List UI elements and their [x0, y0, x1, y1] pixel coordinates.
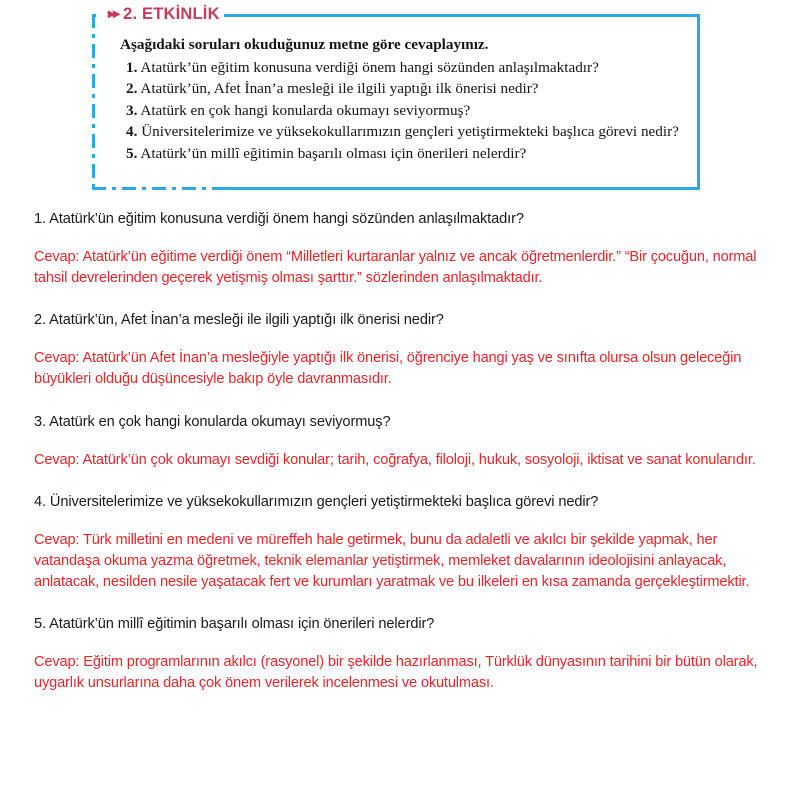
- qa-answer: Cevap: Eğitim programlarının akılcı (rasyonel) bir şekilde hazırlanması, Türklük dünyasının tarihini bir bütün olarak, uygarlık unsurlarına daha çok önem verilerek incelenmesi ve okutulması.: [34, 654, 758, 692]
- activity-title: [108, 6, 220, 23]
- qa-question: 5. Atatürk’ün millî eğitimin başarılı olması için önerileri nelerdir?: [34, 616, 435, 633]
- qa-item: [34, 615, 762, 694]
- activity-question-1-text: Atatürk’ün eğitim konusuna verdiği önem hangi sözünden anlaşılmaktadır?: [140, 58, 599, 76]
- activity-question-2-text: Atatürk’ün, Afet İnan’a mesleği ile ilgili yaptığı ilk önerisi nedir?: [140, 80, 539, 98]
- qa-answer: Cevap: Atatürk’ün eğitime verdiği önem “Milletleri kurtaranlar yalnız ve ancak öğretmenlerdir.” “Bir çocuğun, normal tahsil devrelerinden geçerek yetişmiş olması şarttır.” sözlerinden anlaşılmaktadır.: [34, 248, 757, 287]
- qa-answer: Cevap: Atatürk’ün çok okumayı sevdiği konular; tarih, coğrafya, filoloji, hukuk, sosyoloji, iktisat ve sanat konularıdır.: [34, 451, 756, 468]
- activity-question-4: [112, 121, 682, 143]
- qa-question: 1. Atatürk’ün eğitim konusuna verdiği önem hangi sözünden anlaşılmaktadır?: [34, 211, 524, 227]
- activity-question-list: [112, 34, 682, 164]
- activity-question-5-text: Atatürk’ün millî eğitimin başarılı olması için önerileri nelerdir?: [140, 144, 527, 162]
- double-chevron-right-icon: ▸▸: [108, 5, 119, 22]
- activity-question-3-text: Atatürk en çok hangi konularda okumayı seviyormuş?: [140, 101, 471, 119]
- activity-question-3-number: 3.: [126, 101, 138, 119]
- qa-question: 2. Atatürk’ün, Afet İnan’a mesleği ile ilgili yaptığı ilk önerisi nedir?: [34, 312, 444, 329]
- qa-question: 3. Atatürk en çok hangi konularda okumayı seviyormuş?: [34, 413, 391, 430]
- activity-question-3: [112, 100, 682, 122]
- qa-item: [34, 493, 762, 593]
- activity-question-2-number: 2.: [126, 80, 138, 98]
- answered-question-list: [34, 210, 762, 716]
- qa-item: [34, 413, 762, 471]
- activity-question-1-number: 1.: [126, 58, 138, 76]
- activity-question-5-number: 5.: [126, 144, 138, 162]
- activity-box-left-dashed-border: [92, 14, 95, 190]
- qa-item: [34, 210, 762, 289]
- qa-question: 4. Üniversitelerimize ve yüksekokullarımızın gençleri yetiştirmekteki başlıca görevi nedir?: [34, 493, 599, 510]
- activity-lead-instruction: Aşağıdaki soruları okuduğunuz metne göre cevaplayınız.: [120, 36, 489, 53]
- activity-question-4-number: 4.: [126, 123, 138, 141]
- qa-item: [34, 311, 762, 390]
- activity-question-4-text: Üniversitelerimize ve yüksekokullarımızın gençleri yetiştirmekteki başlıca görevi nedir?: [141, 123, 679, 141]
- activity-question-5: [112, 143, 682, 165]
- activity-box-bottom-dashed-border: [92, 187, 212, 190]
- activity-question-1: [112, 57, 682, 79]
- activity-question-2: [112, 78, 682, 100]
- qa-answer: Cevap: Atatürk’ün Afet İnan’a mesleğiyle yaptığı ilk önerisi, öğrenciye hangi yaş ve sınıfta olursa olsun geleceğin büyükleri olduğu düşüncesiyle bakıp öyle davranmasıdır.: [34, 350, 742, 388]
- activity-title-label: 2. ETKİNLİK: [123, 5, 220, 23]
- qa-answer: Cevap: Türk milletini en medeni ve müreffeh hale getirmek, bunu da adaletli ve akılcı bir şekilde yapmak, her vatandaşa okuma yazma öğretmek, teknik elemanlar yetiştirmek, memleket davalarının ideolojisini anlayacak, anlatacak, nesilden nesile yaşatacak fert ve kurumları yaratmak ve bu ilkeleri en kısa zamanda gerçekleştirmektir.: [34, 531, 750, 590]
